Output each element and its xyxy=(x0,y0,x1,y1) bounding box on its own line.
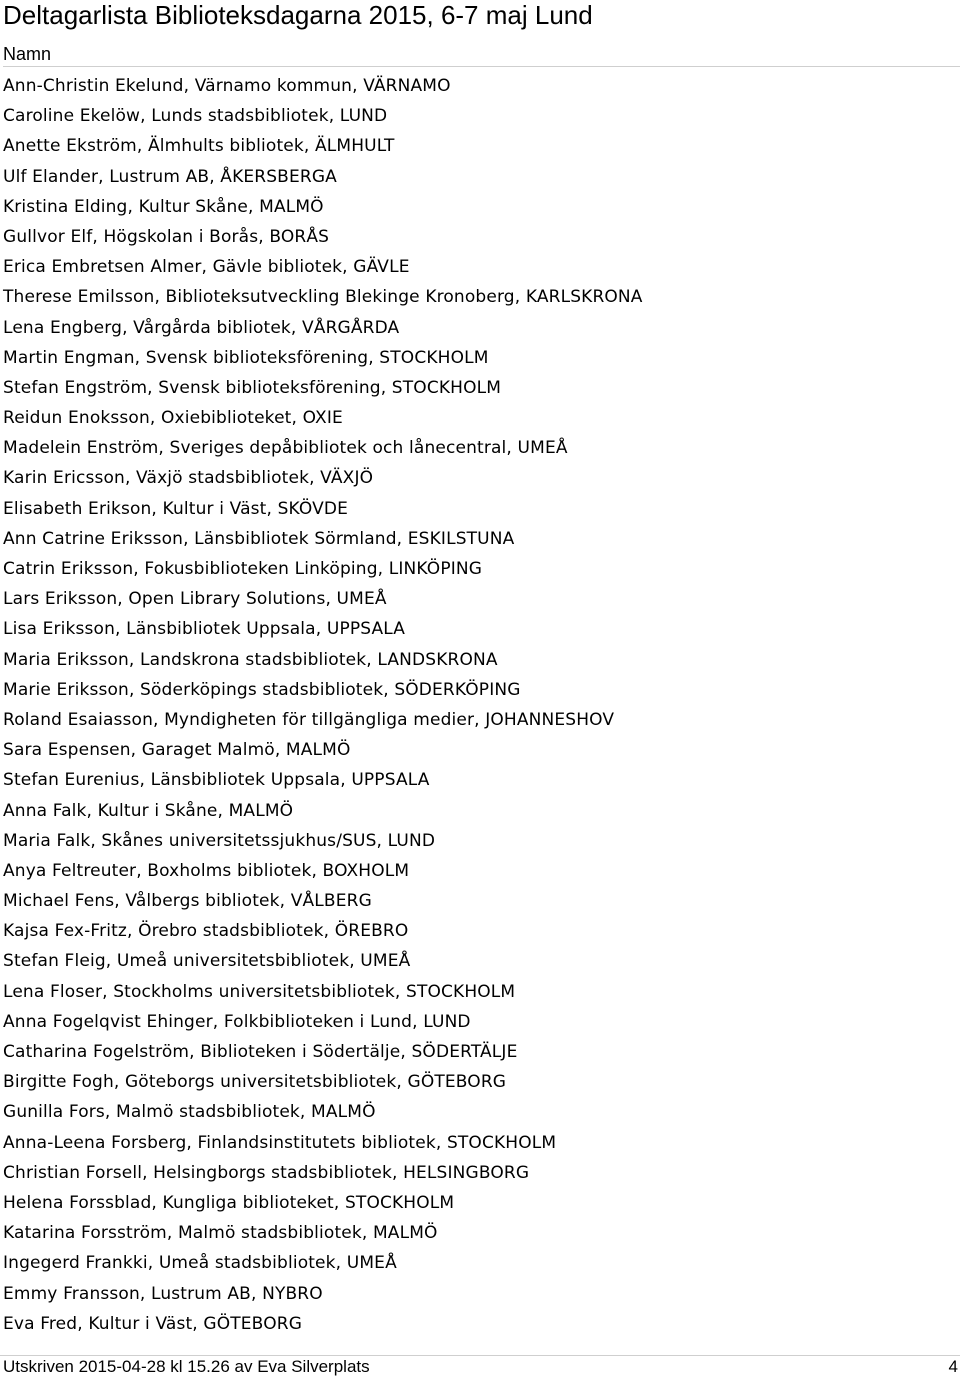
list-item: Anya Feltreuter, Boxholms bibliotek, BOXHOLM xyxy=(3,860,410,881)
list-item: Anna-Leena Forsberg, Finlandsinstitutets bibliotek, STOCKHOLM xyxy=(3,1132,557,1153)
list-item: Ingegerd Frankki, Umeå stadsbibliotek, UMEÅ xyxy=(3,1253,397,1274)
footer-divider xyxy=(0,1355,960,1356)
list-item: Ulf Elander, Lustrum AB, ÅKERSBERGA xyxy=(3,166,337,187)
page-number: 4 xyxy=(948,1357,958,1376)
list-item: Lisa Eriksson, Länsbibliotek Uppsala, UPPSALA xyxy=(3,619,406,640)
list-item: Gullvor Elf, Högskolan i Borås, BORÅS xyxy=(3,226,330,247)
list-item: Lars Eriksson, Open Library Solutions, UMEÅ xyxy=(3,589,387,610)
list-item: Madelein Enström, Sveriges depåbibliotek och lånecentral, UMEÅ xyxy=(3,438,568,459)
list-item: Roland Esaiasson, Myndigheten för tillgängliga medier, JOHANNESHOV xyxy=(3,709,615,730)
list-item: Marie Eriksson, Söderköpings stadsbibliotek, SÖDERKÖPING xyxy=(3,679,521,700)
list-item: Helena Forssblad, Kungliga biblioteket, STOCKHOLM xyxy=(3,1192,455,1213)
list-item: Therese Emilsson, Biblioteksutveckling Blekinge Kronoberg, KARLSKRONA xyxy=(3,287,643,308)
list-item: Anette Ekström, Älmhults bibliotek, ÄLMHULT xyxy=(3,136,395,157)
list-item: Lena Engberg, Vårgårda bibliotek, VÅRGÅRDA xyxy=(3,317,400,338)
list-item: Maria Eriksson, Landskrona stadsbibliotek, LANDSKRONA xyxy=(3,649,498,670)
list-item: Reidun Enoksson, Oxiebiblioteket, OXIE xyxy=(3,408,343,429)
list-item: Elisabeth Erikson, Kultur i Väst, SKÖVDE xyxy=(3,498,349,519)
list-item: Eva Fred, Kultur i Väst, GÖTEBORG xyxy=(3,1313,303,1334)
list-item: Ann Catrine Eriksson, Länsbibliotek Sörmland, ESKILSTUNA xyxy=(3,528,515,549)
list-item: Birgitte Fogh, Göteborgs universitetsbibliotek, GÖTEBORG xyxy=(3,1072,507,1093)
page-title: Deltagarlista Biblioteksdagarna 2015, 6-7 maj Lund xyxy=(3,0,593,30)
list-item: Maria Falk, Skånes universitetssjukhus/SUS, LUND xyxy=(3,830,436,851)
footer-printed-info: Utskriven 2015-04-28 kl 15.26 av Eva Silverplats xyxy=(3,1357,370,1376)
list-item: Anna Falk, Kultur i Skåne, MALMÖ xyxy=(3,800,294,821)
list-item: Sara Espensen, Garaget Malmö, MALMÖ xyxy=(3,740,351,761)
list-item: Ann-Christin Ekelund, Värnamo kommun, VÄRNAMO xyxy=(3,76,451,96)
list-item: Anna Fogelqvist Ehinger, Folkbiblioteken i Lund, LUND xyxy=(3,1011,471,1032)
list-item: Kristina Elding, Kultur Skåne, MALMÖ xyxy=(3,196,324,217)
list-item: Katarina Forsström, Malmö stadsbibliotek, MALMÖ xyxy=(3,1223,438,1244)
list-item: Erica Embretsen Almer, Gävle bibliotek, GÄVLE xyxy=(3,257,410,278)
list-item: Stefan Eurenius, Länsbibliotek Uppsala, UPPSALA xyxy=(3,770,430,791)
list-item: Catharina Fogelström, Biblioteken i Södertälje, SÖDERTÄLJE xyxy=(3,1042,518,1062)
list-item: Christian Forsell, Helsingborgs stadsbibliotek, HELSINGBORG xyxy=(3,1162,530,1183)
list-item: Martin Engman, Svensk biblioteksförening, STOCKHOLM xyxy=(3,347,489,368)
list-item: Kajsa Fex-Fritz, Örebro stadsbibliotek, ÖREBRO xyxy=(3,921,409,942)
list-item: Catrin Eriksson, Fokusbiblioteken Linköping, LINKÖPING xyxy=(3,559,483,579)
list-item: Stefan Engström, Svensk biblioteksförening, STOCKHOLM xyxy=(3,377,502,398)
list-item: Michael Fens, Vålbergs bibliotek, VÅLBERG xyxy=(3,891,372,912)
list-item: Caroline Ekelöw, Lunds stadsbibliotek, LUND xyxy=(3,106,388,127)
participant-list xyxy=(3,71,643,1339)
list-item: Emmy Fransson, Lustrum AB, NYBRO xyxy=(3,1283,323,1304)
list-item: Stefan Fleig, Umeå universitetsbibliotek, UMEÅ xyxy=(3,951,411,972)
list-item: Gunilla Fors, Malmö stadsbibliotek, MALMÖ xyxy=(3,1102,376,1123)
list-item: Karin Ericsson, Växjö stadsbibliotek, VÄXJÖ xyxy=(3,468,374,489)
column-header-name: Namn xyxy=(3,43,960,67)
list-item: Lena Floser, Stockholms universitetsbibliotek, STOCKHOLM xyxy=(3,981,516,1002)
